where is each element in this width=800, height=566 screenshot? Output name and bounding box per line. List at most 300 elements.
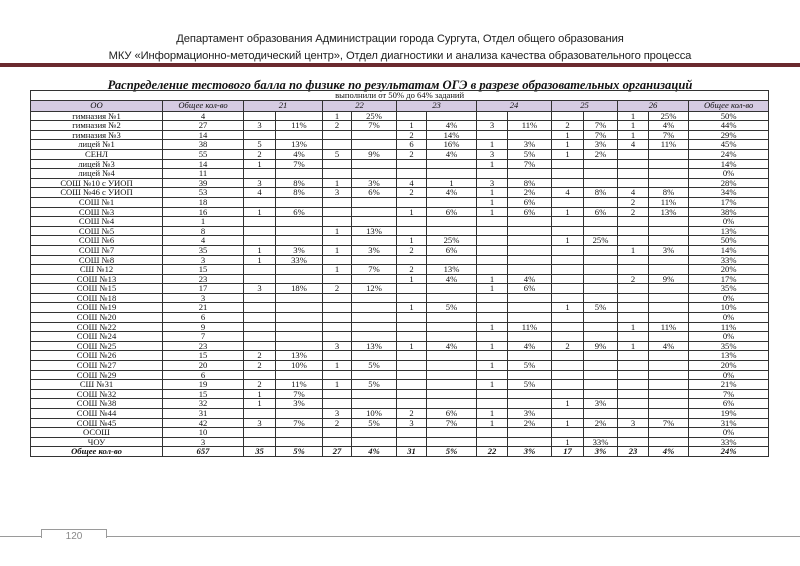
score-26-count: 3 (618, 418, 649, 428)
score-25-count: 1 (552, 149, 584, 159)
footer-rule-right (106, 536, 800, 537)
score-26-percent: 7% (649, 418, 689, 428)
score-22-count (323, 217, 352, 227)
score-26-count (618, 370, 649, 380)
score-23-percent (427, 437, 477, 447)
score-21-count: 4 (244, 188, 276, 198)
score-25-count (552, 178, 584, 188)
table-row (31, 418, 769, 428)
score-21-count (244, 409, 276, 419)
score-25-percent (584, 284, 618, 294)
score-26-count (618, 293, 649, 303)
total-count: 18 (163, 197, 244, 207)
score-22-percent (352, 197, 397, 207)
score-24-count: 1 (477, 322, 508, 332)
score-25-count (552, 274, 584, 284)
table-row (31, 121, 769, 131)
score-22-percent (352, 370, 397, 380)
score-26-percent (649, 149, 689, 159)
score-21-count (244, 322, 276, 332)
org-name: СОШ №20 (31, 313, 163, 323)
score-25-percent: 8% (584, 188, 618, 198)
score-23-count (397, 217, 427, 227)
score-26-percent (649, 437, 689, 447)
score-22-percent (352, 217, 397, 227)
total-percent: 0% (689, 313, 769, 323)
total-percent: 21% (689, 380, 769, 390)
col-header-24: 24 (477, 100, 552, 111)
total-percent: 38% (689, 207, 769, 217)
total-count: 3 (163, 437, 244, 447)
score-23-percent (427, 351, 477, 361)
score-23-count: 1 (397, 121, 427, 131)
score-22-count: 3 (323, 188, 352, 198)
total-count: 42 (163, 418, 244, 428)
score-22-percent: 4% (352, 447, 397, 457)
table-row (31, 341, 769, 351)
col-header-25: 25 (552, 100, 618, 111)
score-23-count (397, 159, 427, 169)
score-24-count: 1 (477, 197, 508, 207)
score-21-count (244, 303, 276, 313)
total-percent: 0% (689, 217, 769, 227)
org-name: СОШ №45 (31, 418, 163, 428)
score-21-percent: 33% (276, 255, 323, 265)
score-21-percent (276, 428, 323, 438)
score-24-count: 1 (477, 380, 508, 390)
score-22-count (323, 399, 352, 409)
score-26-count: 2 (618, 197, 649, 207)
score-21-count (244, 332, 276, 342)
score-23-percent (427, 361, 477, 371)
org-name: СЕНЛ (31, 149, 163, 159)
total-count: 15 (163, 389, 244, 399)
score-21-percent: 10% (276, 361, 323, 371)
score-23-count (397, 322, 427, 332)
score-24-percent: 6% (508, 207, 552, 217)
score-25-count: 1 (552, 140, 584, 150)
score-23-count (397, 380, 427, 390)
score-21-count (244, 217, 276, 227)
score-22-percent: 12% (352, 284, 397, 294)
total-percent: 13% (689, 351, 769, 361)
score-25-percent: 3% (584, 140, 618, 150)
score-23-count (397, 399, 427, 409)
score-24-percent: 2% (508, 418, 552, 428)
total-count: 55 (163, 149, 244, 159)
score-22-percent: 10% (352, 409, 397, 419)
score-24-percent (508, 217, 552, 227)
total-percent: 6% (689, 399, 769, 409)
total-count: 38 (163, 140, 244, 150)
score-24-count (477, 437, 508, 447)
total-count: 4 (163, 111, 244, 121)
score-21-count: 3 (244, 121, 276, 131)
total-percent: 0% (689, 428, 769, 438)
score-23-percent (427, 111, 477, 121)
score-23-count: 31 (397, 447, 427, 457)
total-percent: 44% (689, 121, 769, 131)
score-25-percent: 6% (584, 207, 618, 217)
col-header-total-pct: Общее кол-во (689, 100, 769, 111)
score-23-count: 2 (397, 188, 427, 198)
score-24-count: 3 (477, 178, 508, 188)
score-22-count: 2 (323, 418, 352, 428)
score-23-count: 6 (397, 140, 427, 150)
score-22-count: 1 (323, 380, 352, 390)
score-26-percent (649, 178, 689, 188)
score-24-count (477, 313, 508, 323)
table-row (31, 303, 769, 313)
score-23-percent: 6% (427, 207, 477, 217)
score-23-count: 2 (397, 409, 427, 419)
score-21-percent (276, 274, 323, 284)
score-22-count: 3 (323, 341, 352, 351)
score-24-count: 1 (477, 361, 508, 371)
table-row (31, 389, 769, 399)
score-26-count (618, 255, 649, 265)
score-26-count (618, 399, 649, 409)
total-count: 23 (163, 341, 244, 351)
org-name: СОШ №32 (31, 389, 163, 399)
score-23-percent: 6% (427, 409, 477, 419)
score-21-percent: 8% (276, 188, 323, 198)
score-25-percent (584, 197, 618, 207)
table-row (31, 332, 769, 342)
score-26-percent (649, 217, 689, 227)
score-26-percent (649, 313, 689, 323)
score-25-percent (584, 380, 618, 390)
score-26-percent (649, 303, 689, 313)
score-21-percent: 8% (276, 178, 323, 188)
score-24-percent (508, 245, 552, 255)
score-22-percent (352, 322, 397, 332)
score-22-percent: 5% (352, 380, 397, 390)
score-22-percent (352, 437, 397, 447)
score-26-count (618, 409, 649, 419)
org-name: СОШ №19 (31, 303, 163, 313)
org-name: СШ №12 (31, 265, 163, 275)
score-26-percent: 8% (649, 188, 689, 198)
score-23-percent (427, 255, 477, 265)
total-percent: 20% (689, 361, 769, 371)
score-26-count: 1 (618, 245, 649, 255)
org-name: СОШ №26 (31, 351, 163, 361)
score-24-percent: 4% (508, 274, 552, 284)
score-24-count: 1 (477, 140, 508, 150)
total-percent: 31% (689, 418, 769, 428)
score-25-count (552, 389, 584, 399)
score-22-count (323, 140, 352, 150)
score-21-count: 2 (244, 380, 276, 390)
col-header-21: 21 (244, 100, 323, 111)
total-percent: 0% (689, 293, 769, 303)
score-24-count (477, 245, 508, 255)
total-percent: 24% (689, 149, 769, 159)
score-24-count: 1 (477, 409, 508, 419)
total-percent: 14% (689, 245, 769, 255)
score-23-percent (427, 380, 477, 390)
score-26-count (618, 169, 649, 179)
score-22-count (323, 255, 352, 265)
score-23-count: 2 (397, 265, 427, 275)
org-name: гимназия №3 (31, 130, 163, 140)
score-24-percent: 7% (508, 159, 552, 169)
org-name: СОШ №7 (31, 245, 163, 255)
score-23-count: 1 (397, 303, 427, 313)
score-24-percent: 2% (508, 188, 552, 198)
score-23-percent (427, 293, 477, 303)
score-21-count (244, 197, 276, 207)
score-24-count: 1 (477, 159, 508, 169)
score-23-percent: 25% (427, 236, 477, 246)
score-21-count: 35 (244, 447, 276, 457)
score-24-count (477, 303, 508, 313)
score-21-percent (276, 130, 323, 140)
org-name: гимназия №1 (31, 111, 163, 121)
score-24-percent: 11% (508, 322, 552, 332)
score-21-count (244, 370, 276, 380)
score-23-count (397, 169, 427, 179)
org-name: СОШ №27 (31, 361, 163, 371)
score-24-percent (508, 389, 552, 399)
table-row (31, 293, 769, 303)
total-count: 6 (163, 370, 244, 380)
score-24-percent: 5% (508, 149, 552, 159)
score-21-percent: 3% (276, 399, 323, 409)
header-department: Департамент образования Администрации города Сургута, Отдел общего образования (176, 33, 624, 45)
score-21-percent: 7% (276, 159, 323, 169)
col-header-26: 26 (618, 100, 689, 111)
score-25-count: 2 (552, 121, 584, 131)
score-22-count: 2 (323, 121, 352, 131)
score-26-percent (649, 159, 689, 169)
score-23-percent (427, 399, 477, 409)
score-23-percent (427, 197, 477, 207)
score-25-percent (584, 217, 618, 227)
score-25-percent (584, 293, 618, 303)
total-count: 8 (163, 226, 244, 236)
score-21-percent: 13% (276, 140, 323, 150)
score-25-percent: 33% (584, 437, 618, 447)
score-21-percent (276, 322, 323, 332)
score-24-percent (508, 236, 552, 246)
score-22-count (323, 293, 352, 303)
score-26-percent: 11% (649, 140, 689, 150)
score-23-count (397, 361, 427, 371)
total-percent: 28% (689, 178, 769, 188)
score-22-count (323, 169, 352, 179)
score-23-percent: 16% (427, 140, 477, 150)
score-24-percent (508, 303, 552, 313)
score-23-percent: 4% (427, 121, 477, 131)
score-21-count (244, 293, 276, 303)
score-24-percent (508, 313, 552, 323)
score-23-percent (427, 389, 477, 399)
total-count: 20 (163, 361, 244, 371)
table-row (31, 130, 769, 140)
score-25-count (552, 313, 584, 323)
score-25-percent (584, 332, 618, 342)
score-24-percent: 3% (508, 140, 552, 150)
score-24-percent (508, 399, 552, 409)
score-26-count (618, 159, 649, 169)
score-26-percent: 11% (649, 197, 689, 207)
score-21-percent (276, 370, 323, 380)
score-26-percent: 25% (649, 111, 689, 121)
score-21-percent: 7% (276, 389, 323, 399)
score-22-percent (352, 399, 397, 409)
table-row (31, 265, 769, 275)
score-21-count: 3 (244, 284, 276, 294)
total-percent: 13% (689, 226, 769, 236)
total-count: 3 (163, 293, 244, 303)
score-23-percent (427, 428, 477, 438)
col-header-22: 22 (323, 100, 397, 111)
org-name: СОШ №38 (31, 399, 163, 409)
score-24-percent (508, 265, 552, 275)
score-23-count: 2 (397, 245, 427, 255)
score-26-percent: 3% (649, 245, 689, 255)
table-row (31, 197, 769, 207)
score-25-count: 1 (552, 130, 584, 140)
table-row (31, 313, 769, 323)
score-23-count (397, 313, 427, 323)
score-21-percent: 7% (276, 418, 323, 428)
score-25-count (552, 409, 584, 419)
org-name: СОШ №24 (31, 332, 163, 342)
org-name: СОШ №6 (31, 236, 163, 246)
score-21-count: 3 (244, 418, 276, 428)
score-25-percent (584, 389, 618, 399)
score-23-count (397, 351, 427, 361)
score-25-percent (584, 226, 618, 236)
score-23-count: 2 (397, 130, 427, 140)
score-21-count: 1 (244, 399, 276, 409)
score-23-percent: 5% (427, 447, 477, 457)
total-percent: 0% (689, 169, 769, 179)
score-22-count: 1 (323, 245, 352, 255)
score-26-percent (649, 236, 689, 246)
score-24-percent: 8% (508, 178, 552, 188)
score-22-percent (352, 130, 397, 140)
score-26-count: 23 (618, 447, 649, 457)
total-count: 53 (163, 188, 244, 198)
score-21-count: 3 (244, 178, 276, 188)
score-22-count (323, 236, 352, 246)
score-21-percent: 4% (276, 149, 323, 159)
score-22-percent: 6% (352, 188, 397, 198)
score-25-count (552, 428, 584, 438)
score-22-percent: 13% (352, 341, 397, 351)
score-24-count: 1 (477, 418, 508, 428)
score-26-percent: 9% (649, 274, 689, 284)
score-25-count (552, 159, 584, 169)
total-percent: 20% (689, 265, 769, 275)
score-25-count (552, 361, 584, 371)
score-26-percent: 11% (649, 322, 689, 332)
total-count: 19 (163, 380, 244, 390)
score-25-percent (584, 111, 618, 121)
score-22-count (323, 303, 352, 313)
score-21-count (244, 130, 276, 140)
score-24-count (477, 217, 508, 227)
score-23-count (397, 197, 427, 207)
score-25-count (552, 217, 584, 227)
total-count: 7 (163, 332, 244, 342)
score-26-count: 2 (618, 274, 649, 284)
score-24-count (477, 255, 508, 265)
score-22-percent (352, 351, 397, 361)
org-name: СОШ №10 с УИОП (31, 178, 163, 188)
total-count: 657 (163, 447, 244, 457)
score-26-percent (649, 169, 689, 179)
col-header-23: 23 (397, 100, 477, 111)
total-count: 32 (163, 399, 244, 409)
score-22-count (323, 370, 352, 380)
score-21-count (244, 169, 276, 179)
total-percent: 0% (689, 370, 769, 380)
score-25-percent (584, 322, 618, 332)
org-name: ЧОУ (31, 437, 163, 447)
score-25-percent: 3% (584, 399, 618, 409)
score-23-percent: 14% (427, 130, 477, 140)
score-26-percent (649, 389, 689, 399)
score-26-count (618, 428, 649, 438)
table-body (31, 111, 769, 456)
total-percent: 35% (689, 341, 769, 351)
score-26-percent (649, 284, 689, 294)
total-count: 14 (163, 159, 244, 169)
score-25-percent (584, 265, 618, 275)
score-26-count (618, 332, 649, 342)
total-count: 4 (163, 236, 244, 246)
score-26-count (618, 226, 649, 236)
score-21-count (244, 313, 276, 323)
score-26-count (618, 389, 649, 399)
score-26-percent (649, 428, 689, 438)
score-23-percent: 6% (427, 245, 477, 255)
score-21-percent (276, 313, 323, 323)
total-count: 1 (163, 217, 244, 227)
table-row (31, 178, 769, 188)
table-row (31, 188, 769, 198)
score-24-percent: 11% (508, 121, 552, 131)
score-21-count: 1 (244, 159, 276, 169)
score-24-count (477, 389, 508, 399)
score-26-count: 1 (618, 130, 649, 140)
score-21-count: 5 (244, 140, 276, 150)
org-name: лицей №3 (31, 159, 163, 169)
score-24-percent (508, 226, 552, 236)
score-24-percent: 6% (508, 284, 552, 294)
score-24-percent (508, 130, 552, 140)
score-22-percent (352, 236, 397, 246)
score-21-percent (276, 303, 323, 313)
score-21-percent (276, 197, 323, 207)
score-24-count: 1 (477, 207, 508, 217)
score-23-count: 1 (397, 274, 427, 284)
score-23-percent (427, 284, 477, 294)
score-24-count: 3 (477, 149, 508, 159)
score-25-percent (584, 255, 618, 265)
org-name: лицей №4 (31, 169, 163, 179)
score-24-percent (508, 293, 552, 303)
org-name: СОШ №46 с УИОП (31, 188, 163, 198)
score-22-percent (352, 293, 397, 303)
score-21-count: 2 (244, 149, 276, 159)
score-22-count: 27 (323, 447, 352, 457)
